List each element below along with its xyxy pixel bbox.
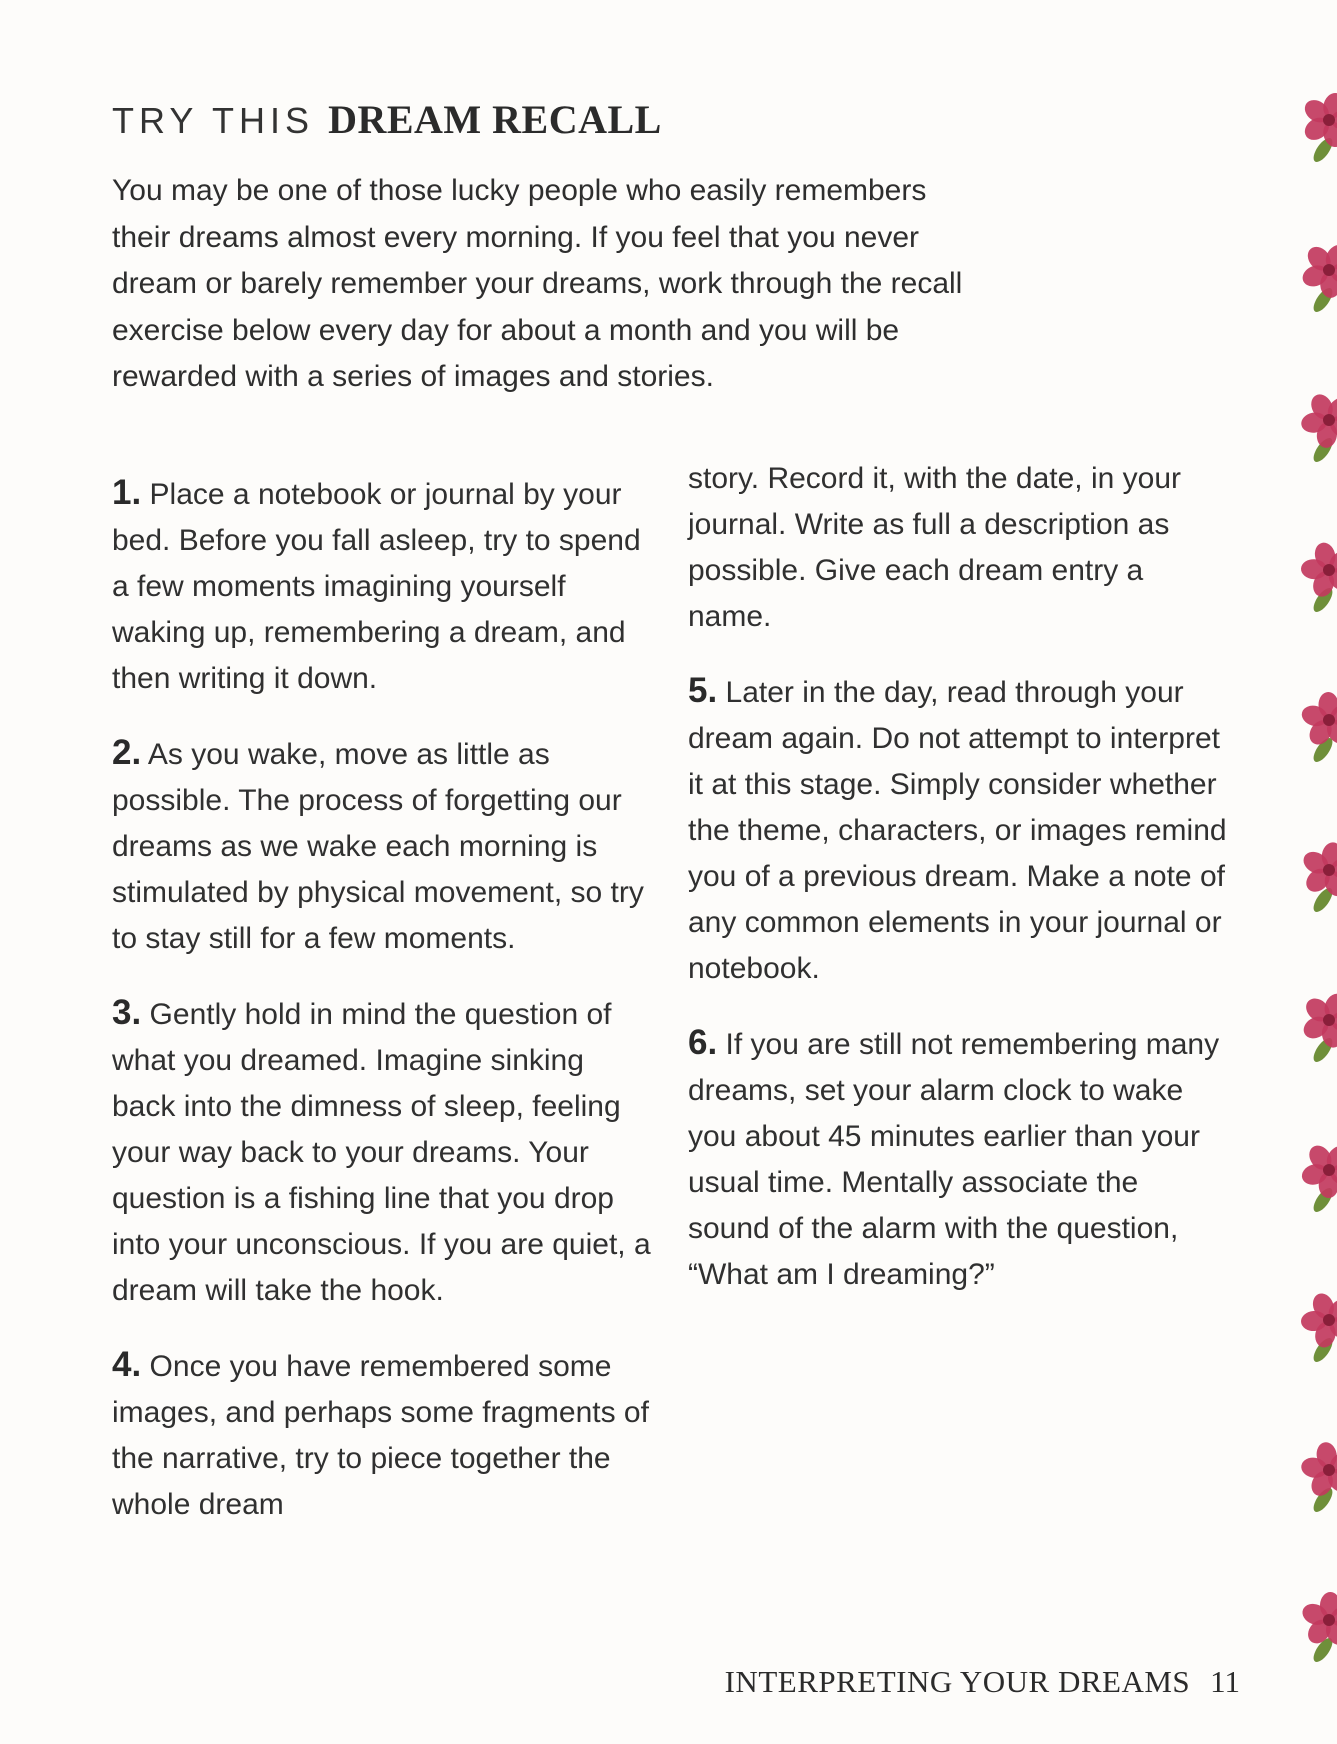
step-6 (688, 1020, 1228, 1298)
running-title: INTERPRETING YOUR DREAMS (724, 1664, 1191, 1699)
heading-kicker: TRY THIS (112, 100, 315, 141)
right-column (688, 456, 1228, 1326)
flower-icon (1300, 1441, 1337, 1515)
intro-paragraph: You may be one of those lucky people who easily remembers their dreams almost every morning. If you feel that you never dream or barely remember your dreams, work through the recall exercise below every day for about a month and you will be rewarded with a series of images and stories. (112, 174, 963, 393)
flower-icon (1300, 1290, 1337, 1365)
step-number: 6. (688, 1023, 718, 1062)
step-text: Later in the day, read through your dream again. Do not attempt to interpret it at this stage. Simply consider whether the theme, characters, or images remind you of a previous dream. Make a note of any common elements in your journal or notebook. (688, 676, 1227, 985)
flower-icon (1299, 692, 1337, 765)
step-number: 3. (112, 993, 142, 1032)
step-number: 4. (112, 1345, 142, 1384)
step-text: Gently hold in mind the question of what you dreamed. Imagine sinking back into the dimness of sleep, feeling your way back to your dreams. Your question is a fishing line that you drop into your unconscious. If you are quiet, a dream will take the hook. (112, 998, 651, 1307)
flower-icon (1300, 540, 1337, 615)
step-5 (688, 668, 1228, 992)
step-3 (112, 990, 652, 1314)
step-2 (112, 730, 652, 962)
step-4-continued (688, 456, 1228, 640)
step-text: Place a notebook or journal by your bed. Before you fall asleep, try to spend a few moments imagining yourself waking up, remembering a dream, and then writing it down. (112, 478, 641, 695)
step-1 (112, 470, 652, 702)
flower-icon (1301, 90, 1337, 165)
flower-icon (1300, 841, 1337, 915)
page-number: 11 (1210, 1664, 1240, 1699)
flower-icon (1299, 241, 1337, 315)
step-text: As you wake, move as little as possible. The process of forgetting our dreams as we wake each morning is stimulated by physical movement, so try to stay still for a few moments. (112, 738, 644, 955)
step-4 (112, 1342, 652, 1528)
flower-icon (1299, 1141, 1337, 1215)
step-text: Once you have remembered some images, and perhaps some fragments of the narrative, try to piece together the whole dream (112, 1350, 649, 1521)
section-heading (112, 96, 662, 143)
flower-icon (1300, 990, 1337, 1065)
heading-title: DREAM RECALL (328, 97, 662, 142)
step-text-continued: story. Record it, with the date, in your journal. Write as full a description as possible. Give each dream entry a name. (688, 462, 1181, 633)
flower-icon (1300, 391, 1337, 465)
step-text: If you are still not remembering many dreams, set your alarm clock to wake you about 45 minutes earlier than your usual time. Mentally associate the sound of the alarm with the question, “What am I dreaming?” (688, 1028, 1220, 1291)
page-footer (660, 1664, 1240, 1700)
step-number: 5. (688, 671, 718, 710)
left-column (112, 470, 652, 1556)
step-number: 2. (112, 733, 142, 772)
flower-icon (1299, 1591, 1337, 1665)
step-number: 1. (112, 473, 142, 512)
flower-border (1277, 0, 1337, 1744)
